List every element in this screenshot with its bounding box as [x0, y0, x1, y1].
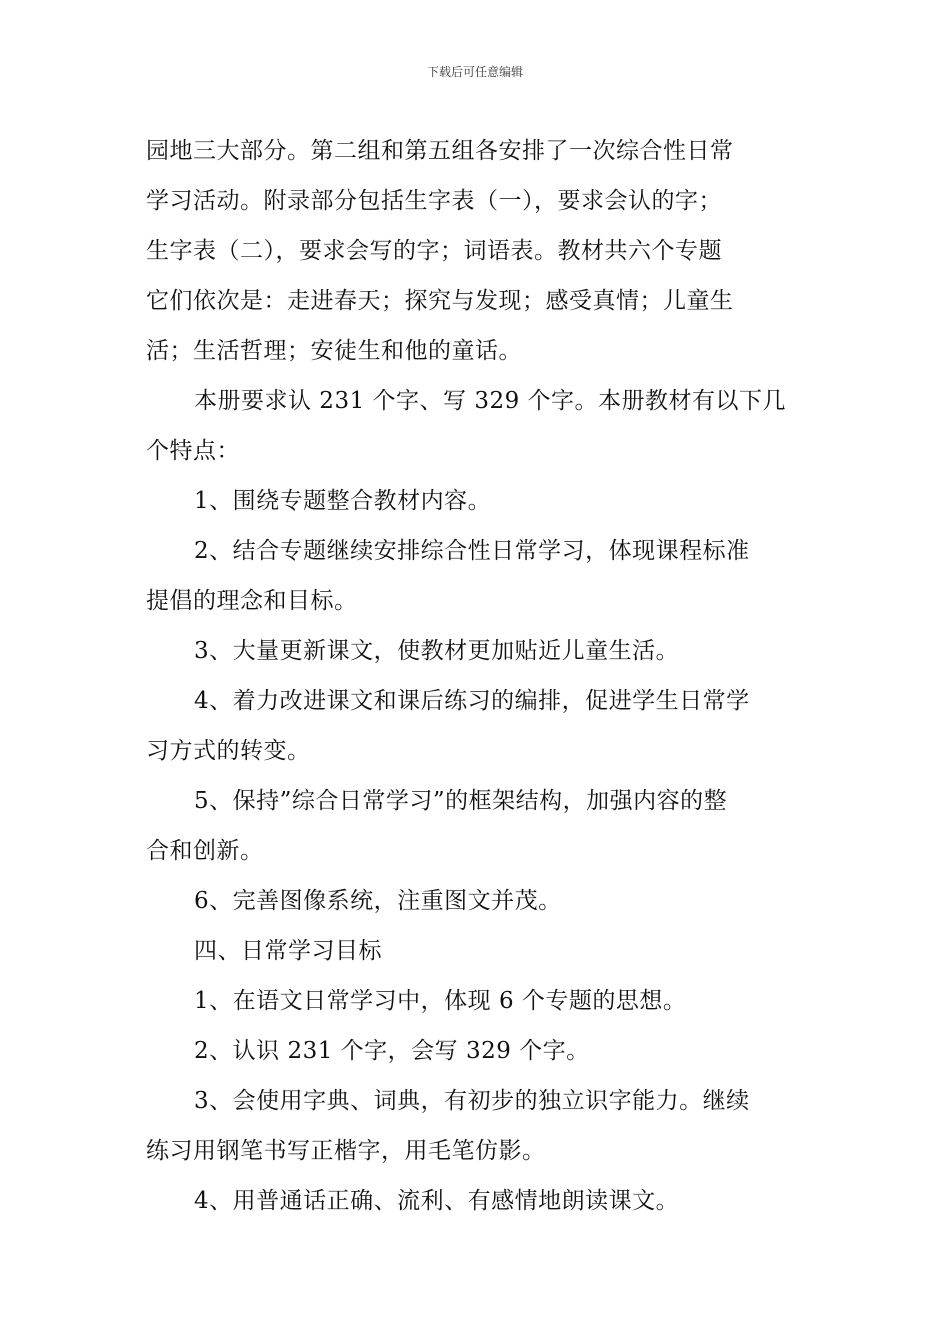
text-line: 2、认识 231 个字，会写 329 个字。 [194, 1038, 590, 1064]
text-line: 6、完善图像系统，注重图文并茂。 [194, 888, 562, 914]
text-line: 1、在语文日常学习中，体现 6 个专题的思想。 [194, 988, 687, 1014]
text-line: 本册要求认 231 个字、写 329 个字。本册教材有以下几 [194, 388, 787, 414]
text-line: 2、结合专题继续安排综合性日常学习，体现课程标准 [194, 538, 750, 564]
text-line: 合和创新。 [146, 838, 264, 864]
text-line: 活；生活哲理；安徒生和他的童话。 [146, 338, 522, 364]
text-line: 习方式的转变。 [146, 738, 311, 764]
text-line: 提倡的理念和目标。 [146, 588, 358, 614]
text-line: 它们依次是：走进春天；探究与发现；感受真情；儿童生 [146, 288, 734, 314]
page-header: 下载后可任意编辑 [426, 65, 523, 79]
document-body [146, 126, 808, 1226]
text-line: 个特点： [146, 438, 240, 464]
text-line: 生字表（二），要求会写的字；词语表。教材共六个专题 [146, 238, 722, 264]
section-heading: 四、日常学习目标 [194, 938, 382, 964]
text-line: 1、围绕专题整合教材内容。 [194, 488, 492, 514]
text-line: 4、着力改进课文和课后练习的编排，促进学生日常学 [194, 688, 750, 714]
text-line: 3、会使用字典、词典，有初步的独立识字能力。继续 [194, 1088, 750, 1114]
text-line: 3、大量更新课文，使教材更加贴近儿童生活。 [194, 638, 680, 664]
text-line: 练习用钢笔书写正楷字，用毛笔仿影。 [146, 1138, 546, 1164]
text-line: 学习活动。附录部分包括生字表（一），要求会认的字； [146, 188, 722, 214]
text-line: 园地三大部分。第二组和第五组各安排了一次综合性日常 [146, 138, 734, 164]
text-line: 4、用普通话正确、流利、有感情地朗读课文。 [194, 1188, 680, 1214]
text-line: 5、保持”综合日常学习”的框架结构，加强内容的整 [194, 788, 728, 814]
